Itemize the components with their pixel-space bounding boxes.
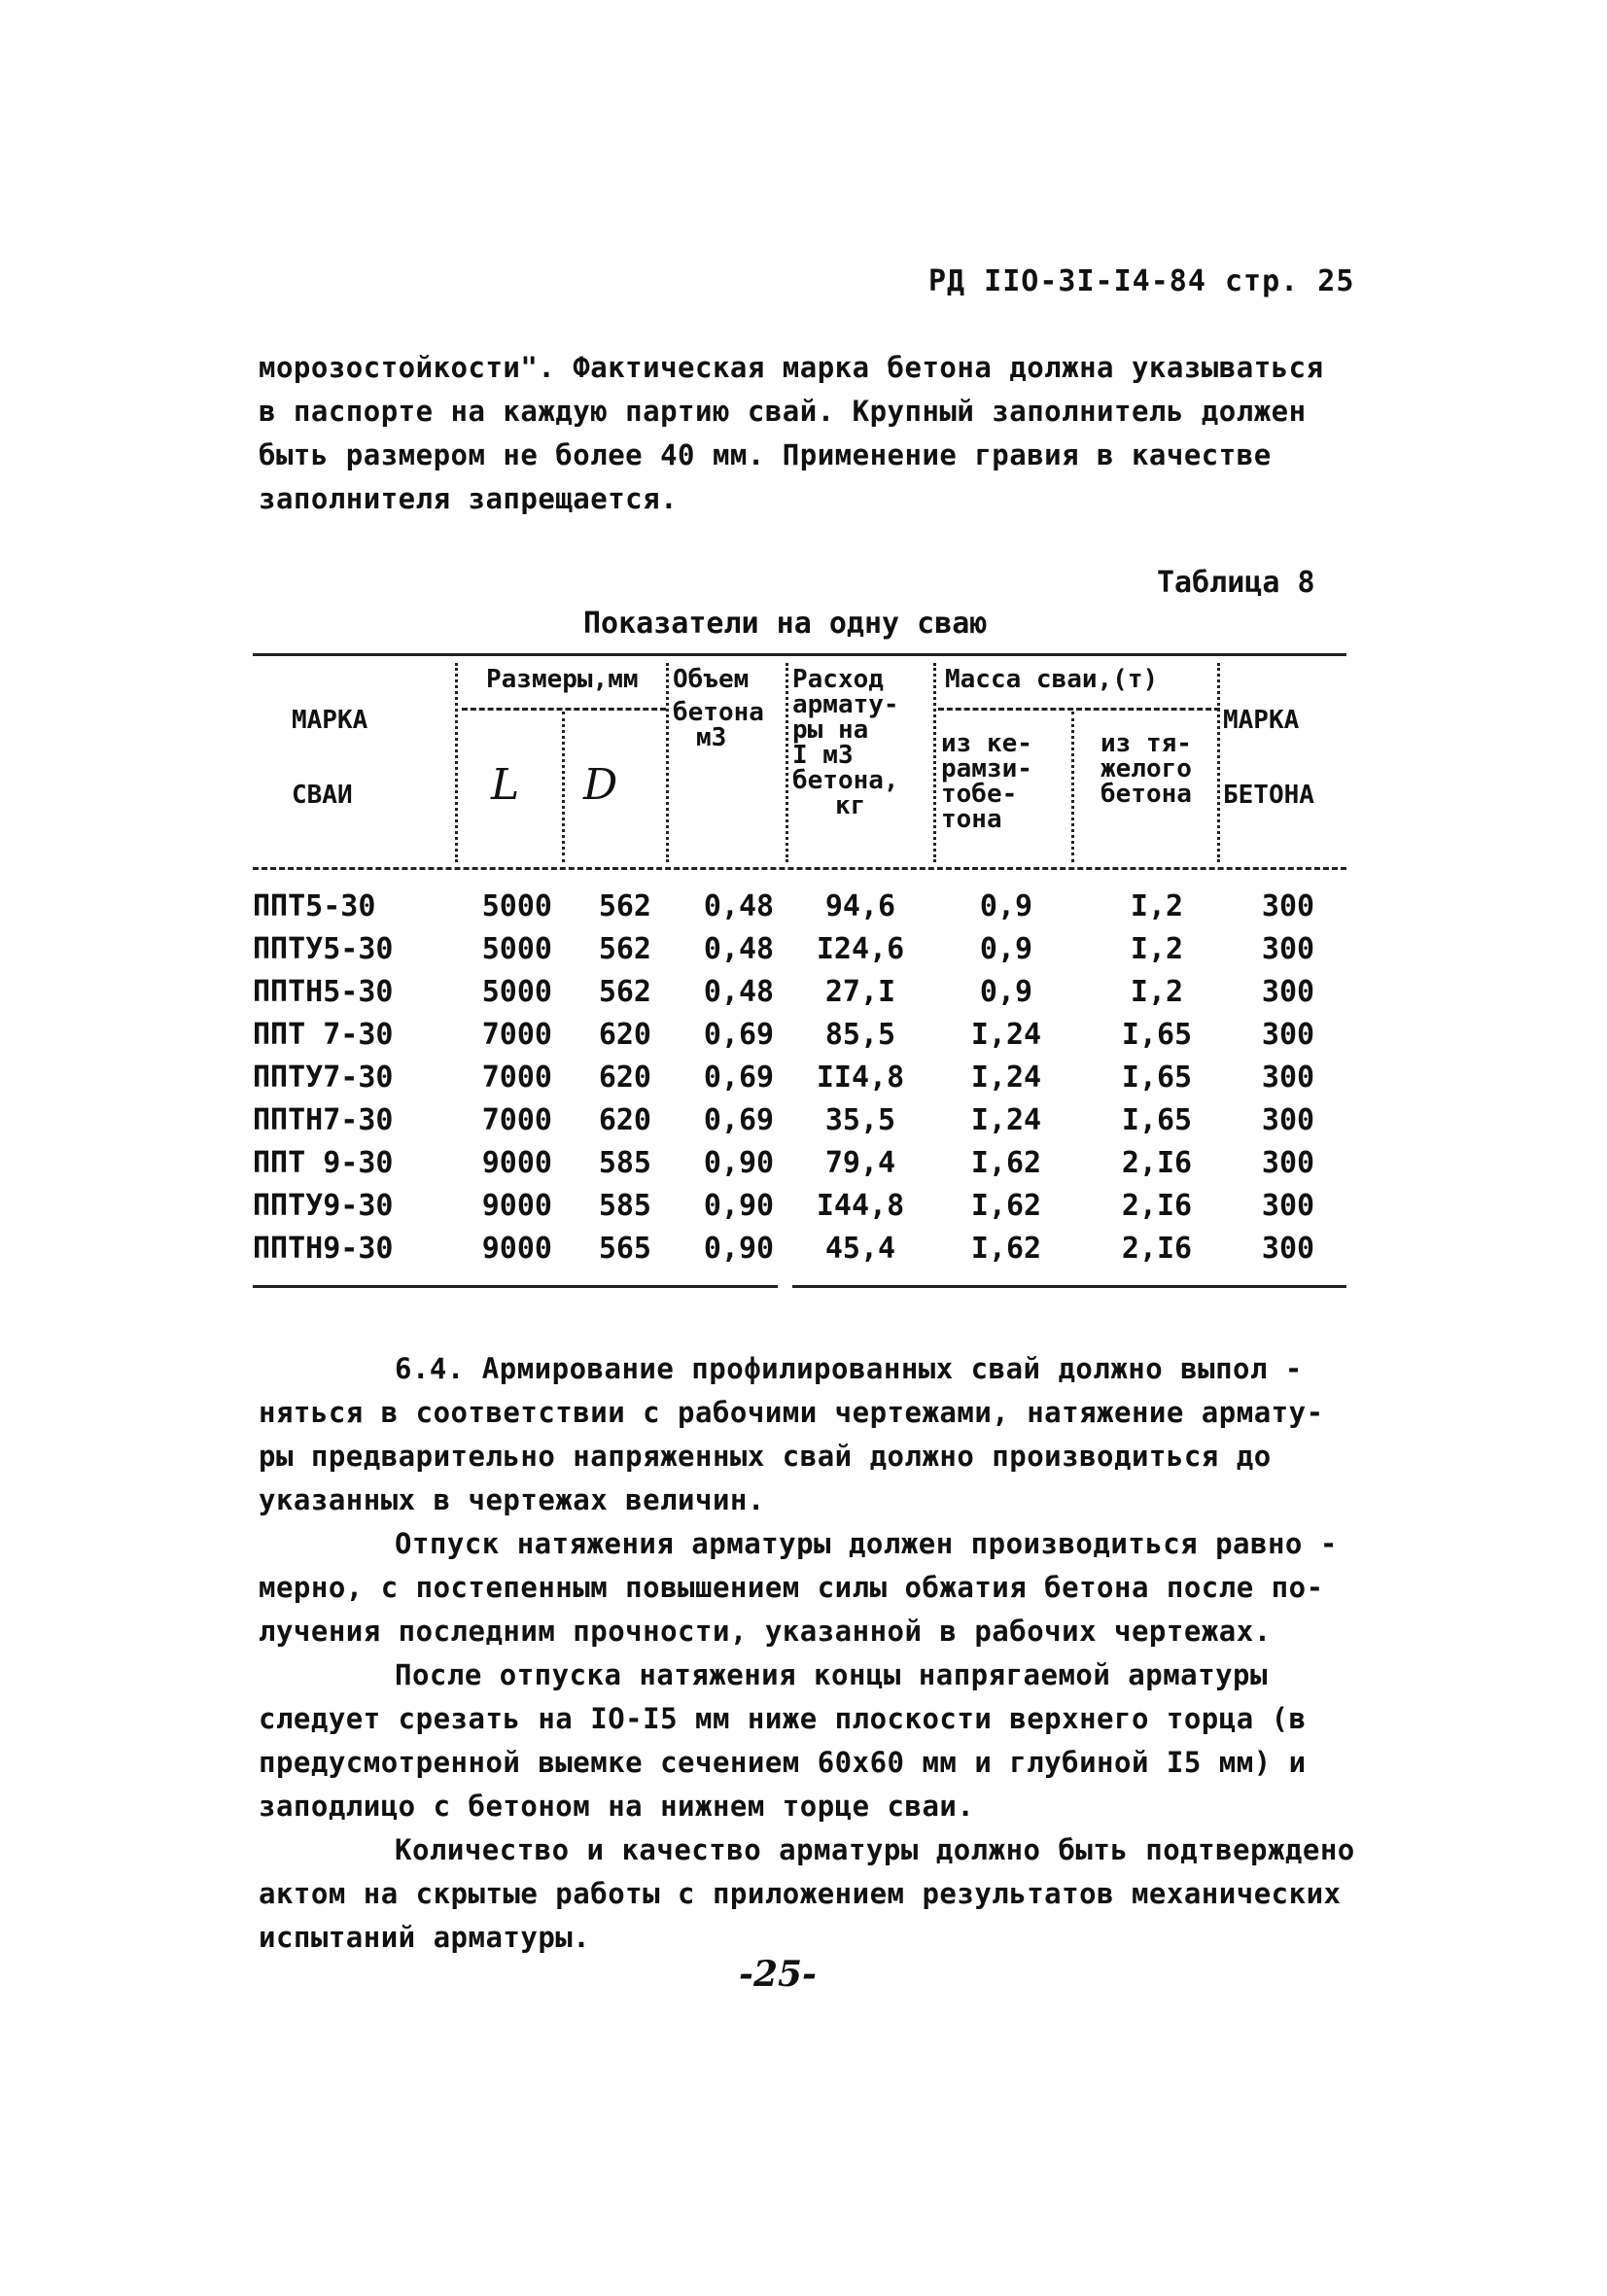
table-cell: 620 xyxy=(598,1103,651,1137)
table-cell: 562 xyxy=(598,975,651,1009)
table-cell: ППТУ7-30 xyxy=(253,1061,394,1095)
header-rebar: Расход армату- ры на I м3 бетона, кг xyxy=(792,665,899,820)
header-mark: СВАИ xyxy=(292,781,353,810)
table-cell: 0,69 xyxy=(703,1018,775,1052)
paragraph: Отпуск натяжения арматуры должен производиться равно - мерно, с постепенным повышением силы обжатия бетона после по- лучения последним прочности, указанной в рабочих чертежах. xyxy=(259,1527,1338,1648)
header-diameter: D xyxy=(583,760,618,810)
table-cell: 5000 xyxy=(481,975,552,1009)
table-cell: 585 xyxy=(598,1189,651,1223)
table-cell: I,65 xyxy=(1121,1018,1193,1052)
table-cell: 300 xyxy=(1261,1146,1315,1180)
table-cell: 9000 xyxy=(481,1189,552,1223)
table-cell: 300 xyxy=(1261,975,1315,1009)
table-cell: ППТУ5-30 xyxy=(253,932,394,966)
table-cell: 0,48 xyxy=(703,975,775,1009)
header-length: L xyxy=(491,760,520,810)
page-number: -25- xyxy=(739,1954,817,1995)
table-cell: 94,6 xyxy=(824,889,896,923)
table-cell: 0,90 xyxy=(703,1189,775,1223)
table-cell: 0,69 xyxy=(703,1061,775,1095)
table-row xyxy=(253,1018,1351,1061)
table-bottom-rule xyxy=(792,1285,1346,1288)
table-cell: 620 xyxy=(598,1018,651,1052)
text-line: быть размером не более 40 мм. Применение гравия в качестве xyxy=(259,438,1272,471)
table-cell: I24,6 xyxy=(816,932,905,966)
table-cell: I,24 xyxy=(970,1103,1042,1137)
table-cell: 300 xyxy=(1261,1061,1315,1095)
table-cell: ППТУ9-30 xyxy=(253,1189,394,1223)
table-cell: 0,9 xyxy=(979,932,1033,966)
table-cell: 27,I xyxy=(824,975,896,1009)
table-cell: 2,I6 xyxy=(1121,1232,1193,1266)
table-cell: 2,I6 xyxy=(1121,1146,1193,1180)
mass-subrule xyxy=(938,708,1220,711)
table-cell: ППТ5-30 xyxy=(253,889,376,923)
table-cell: 300 xyxy=(1261,1189,1315,1223)
table-cell: ППТН5-30 xyxy=(253,975,394,1009)
header-mark: МАРКА xyxy=(292,706,368,735)
table-cell: 85,5 xyxy=(824,1018,896,1052)
paragraph: Количество и качество арматуры должно быть подтверждено актом на скрытые работы с приложением результатов механических испытаний арматуры. xyxy=(259,1833,1355,1954)
header-volume: Объем бетона м3 xyxy=(673,665,764,752)
table-row xyxy=(253,1061,1351,1103)
table-cell: I,65 xyxy=(1121,1061,1193,1095)
column-separator xyxy=(1071,712,1074,862)
header-bottom-rule xyxy=(253,867,1346,870)
table-cell: 7000 xyxy=(481,1103,552,1137)
table-cell: 0,90 xyxy=(703,1232,775,1266)
table-cell: 300 xyxy=(1261,932,1315,966)
sizes-subrule xyxy=(462,708,666,711)
table-cell: 562 xyxy=(598,889,651,923)
table-row xyxy=(253,932,1351,975)
table-cell: 300 xyxy=(1261,1232,1315,1266)
table-cell: 0,9 xyxy=(979,975,1033,1009)
table-row xyxy=(253,889,1351,932)
table-cell: 5000 xyxy=(481,932,552,966)
section-6-4 xyxy=(259,1347,1357,1960)
table-cell: ППТ 9-30 xyxy=(253,1146,394,1180)
table-cell: 9000 xyxy=(481,1146,552,1180)
table-cell: 562 xyxy=(598,932,651,966)
table-cell: I,2 xyxy=(1130,932,1184,966)
table-cell: 300 xyxy=(1261,1103,1315,1137)
paragraph: После отпуска натяжения концы напрягаемой арматуры следует срезать на IO-I5 мм ниже плоскости верхнего торца (в предусмотренной выемке сечением 60х60 мм и глубиной I5 мм) и заподлицо с бетоном на нижнем торце сваи. xyxy=(259,1658,1307,1823)
header-mass: Масса сваи,(т) xyxy=(945,665,1159,694)
intro-paragraph xyxy=(259,346,1357,521)
table-row xyxy=(253,1103,1351,1146)
table-cell: 7000 xyxy=(481,1061,552,1095)
table-cell: 9000 xyxy=(481,1232,552,1266)
text-line: в паспорте на каждую партию свай. Крупный заполнитель должен xyxy=(259,395,1307,428)
table-cell: I,62 xyxy=(970,1146,1042,1180)
table-cell: ППТ 7-30 xyxy=(253,1018,394,1052)
table-cell: I,2 xyxy=(1130,889,1184,923)
table-cell: 2,I6 xyxy=(1121,1189,1193,1223)
table-cell: I,62 xyxy=(970,1232,1042,1266)
table-caption: Показатели на одну сваю xyxy=(583,607,988,641)
table-cell: 5000 xyxy=(481,889,552,923)
header-sizes: Размеры,мм xyxy=(486,665,639,694)
table-cell: 0,9 xyxy=(979,889,1033,923)
table-cell: 0,48 xyxy=(703,889,775,923)
table-cell: 35,5 xyxy=(824,1103,896,1137)
table-cell: II4,8 xyxy=(816,1061,905,1095)
table-cell: 0,48 xyxy=(703,932,775,966)
column-separator xyxy=(455,663,458,862)
table-cell: 300 xyxy=(1261,889,1315,923)
table-cell: I,24 xyxy=(970,1061,1042,1095)
header-concrete: МАРКА xyxy=(1223,706,1300,735)
table-row xyxy=(253,1232,1351,1274)
text-line: заполнителя запрещается. xyxy=(259,482,679,515)
table-cell: 45,4 xyxy=(824,1232,896,1266)
table-cell: ППТН7-30 xyxy=(253,1103,394,1137)
table-cell: I,2 xyxy=(1130,975,1184,1009)
table-row xyxy=(253,975,1351,1018)
text-line: морозостойкости". Фактическая марка бетона должна указываться xyxy=(259,351,1324,384)
table-cell: 0,90 xyxy=(703,1146,775,1180)
table-cell: I,24 xyxy=(970,1018,1042,1052)
page-header: РД IIO-3I-I4-84 стр. 25 xyxy=(928,264,1355,298)
table-cell: 0,69 xyxy=(703,1103,775,1137)
table-cell: 7000 xyxy=(481,1018,552,1052)
paragraph: 6.4. Армирование профилированных свай должно выпол - няться в соответствии с рабочими чертежами, натяжение армату- ры предварительно напряженных свай должно производиться до указанных в чертежах величин. xyxy=(259,1352,1324,1516)
table-cell: 300 xyxy=(1261,1018,1315,1052)
header-concrete: БЕТОНА xyxy=(1223,781,1314,810)
table-cell: 565 xyxy=(598,1232,651,1266)
column-separator xyxy=(1217,663,1220,862)
column-separator xyxy=(786,663,788,862)
table-cell: ППТН9-30 xyxy=(253,1232,394,1266)
column-separator xyxy=(666,663,669,862)
table-row xyxy=(253,1189,1351,1232)
table-cell: 79,4 xyxy=(824,1146,896,1180)
column-separator xyxy=(562,712,565,862)
table-row xyxy=(253,1146,1351,1189)
table-cell: 585 xyxy=(598,1146,651,1180)
table-cell: I,62 xyxy=(970,1189,1042,1223)
table-cell: 620 xyxy=(598,1061,651,1095)
column-separator xyxy=(933,663,936,862)
table-cell: I,65 xyxy=(1121,1103,1193,1137)
header-mass-heavy: из тя- желого бетона xyxy=(1100,729,1192,809)
header-mass-light: из ке- рамзи- тобе- тона xyxy=(941,729,1032,834)
table-bottom-rule xyxy=(253,1285,778,1288)
table-cell: I44,8 xyxy=(816,1189,905,1223)
table-number: Таблица 8 xyxy=(1157,566,1315,600)
table-top-rule xyxy=(253,653,1346,656)
